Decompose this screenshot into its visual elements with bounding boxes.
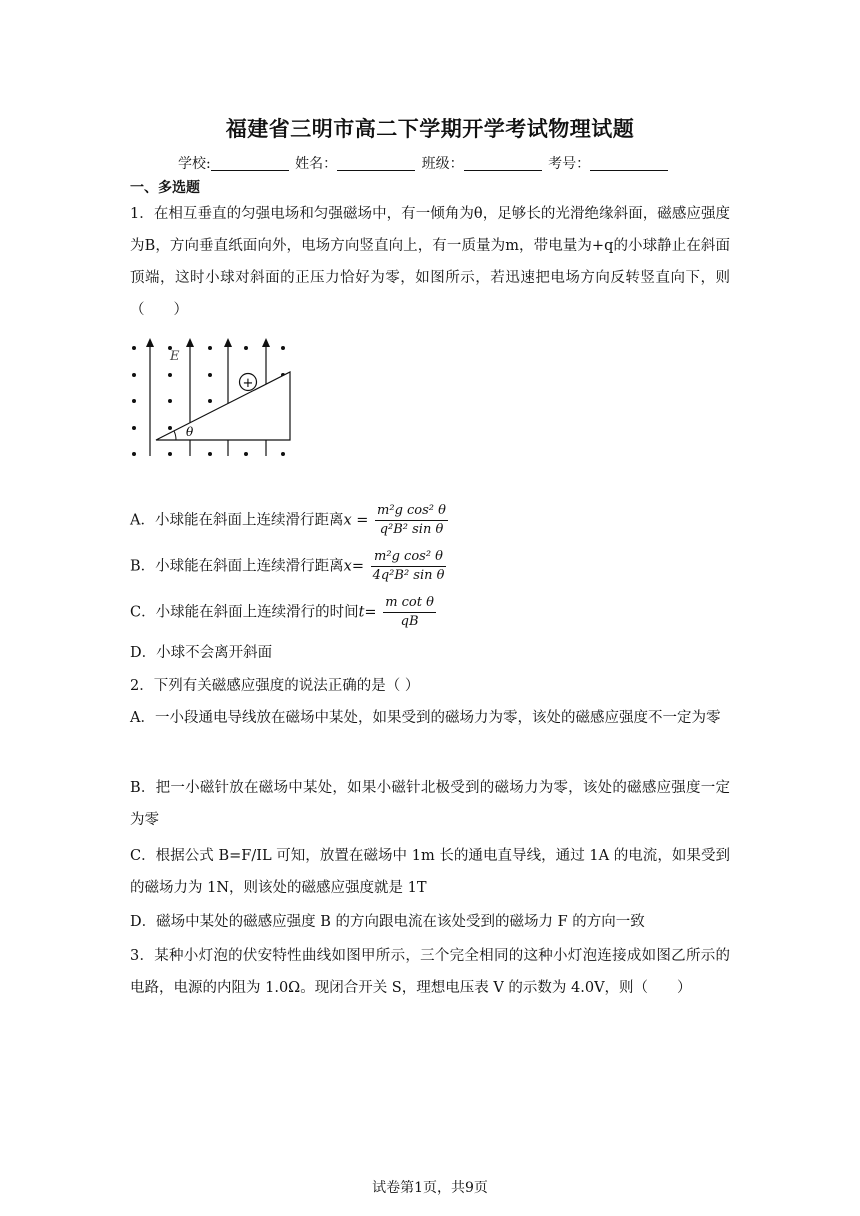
q1-option-a-text: A．小球能在斜面上连续滑行距离 <box>130 512 344 529</box>
exam-number-blank[interactable] <box>590 156 668 171</box>
q1-option-c[interactable] <box>130 594 436 631</box>
question-1-figure <box>128 338 298 462</box>
q2-option-d[interactable]: D．磁场中某处的磁感应强度 B 的方向跟电流在该处受到的磁场力 F 的方向一致 <box>130 914 645 930</box>
q2-option-c[interactable]: C．根据公式 B=F/IL 可知，放置在磁场中 1m 长的通电直导线，通过 1A 的电流，如果受到的磁场力为 1N，则该处的磁感应强度就是 1T <box>130 848 730 896</box>
name-label: 姓名： <box>295 156 338 172</box>
school-label: 学校: <box>178 156 211 172</box>
plus-sign: + <box>242 376 254 391</box>
q1-option-c-var: t= <box>358 604 377 621</box>
q1-option-c-text: C．小球能在斜面上连续滑行的时间 <box>130 604 359 621</box>
fraction-denominator: 4q²B² sin θ <box>372 568 445 583</box>
fraction-numerator: m²g cos² θ <box>371 548 447 567</box>
fraction-numerator: m²g cos² θ <box>375 502 448 521</box>
q1-option-b-text: B．小球能在斜面上连续滑行距离 <box>130 558 344 575</box>
fraction-denominator: qB <box>400 614 419 629</box>
q1-option-b-var: x= <box>343 558 364 575</box>
field-arrowheads <box>146 338 270 347</box>
q1-option-a[interactable] <box>130 502 448 539</box>
q1-option-a-fraction <box>375 502 448 539</box>
class-blank[interactable] <box>464 156 542 171</box>
q1-option-c-fraction <box>383 594 436 631</box>
q2-option-b[interactable]: B．把一小磁针放在磁场中某处，如果小磁针北极受到的磁场力为零，该处的磁感应强度一定为零 <box>130 780 730 828</box>
fraction-numerator: m cot θ <box>383 594 436 613</box>
q1-option-b[interactable] <box>130 548 446 585</box>
exam-number-label: 考号： <box>548 156 591 172</box>
school-blank[interactable] <box>211 156 289 171</box>
q1-option-d[interactable]: D．小球不会离开斜面 <box>130 645 273 661</box>
page-title: 福建省三明市高二下学期开学考试物理试题 <box>225 116 635 141</box>
fraction-denominator: q²B² sin θ <box>379 522 444 537</box>
student-info-line <box>178 153 670 173</box>
q1-option-a-var: x = <box>343 512 369 529</box>
label-e: E <box>170 349 180 364</box>
page-footer: 试卷第1页，共9页 <box>372 1180 488 1196</box>
q2-option-a[interactable]: A．一小段通电导线放在磁场中某处，如果受到的磁场力为零，该处的磁感应强度不一定为零 <box>130 710 721 726</box>
q1-option-b-fraction <box>371 548 447 585</box>
question-1-text: 1．在相互垂直的匀强电场和匀强磁场中，有一倾角为θ，足够长的光滑绝缘斜面，磁感应强度为B，方向垂直纸面向外，电场方向竖直向上，有一质量为m，带电量为+q的小球静止在斜面顶端，这时小球对斜面的正压力恰好为零，如图所示，若迅速把电场方向反转竖直向下，则（ ） <box>130 206 730 318</box>
name-blank[interactable] <box>337 156 415 171</box>
question-3-text: 3．某种小灯泡的伏安特性曲线如图甲所示，三个完全相同的这种小灯泡连接成如图乙所示的电路，电源的内阻为 1.0Ω。现闭合开关 S，理想电压表 V 的示数为 4.0V，则（ ） <box>130 948 730 996</box>
class-label: 班级： <box>421 156 464 172</box>
question-2-stem: 2．下列有关磁感应强度的说法正确的是（ ） <box>130 678 420 694</box>
section-heading-multiple-choice: 一、多选题 <box>130 180 200 196</box>
label-theta: θ <box>186 425 194 439</box>
incline-triangle <box>156 372 290 440</box>
